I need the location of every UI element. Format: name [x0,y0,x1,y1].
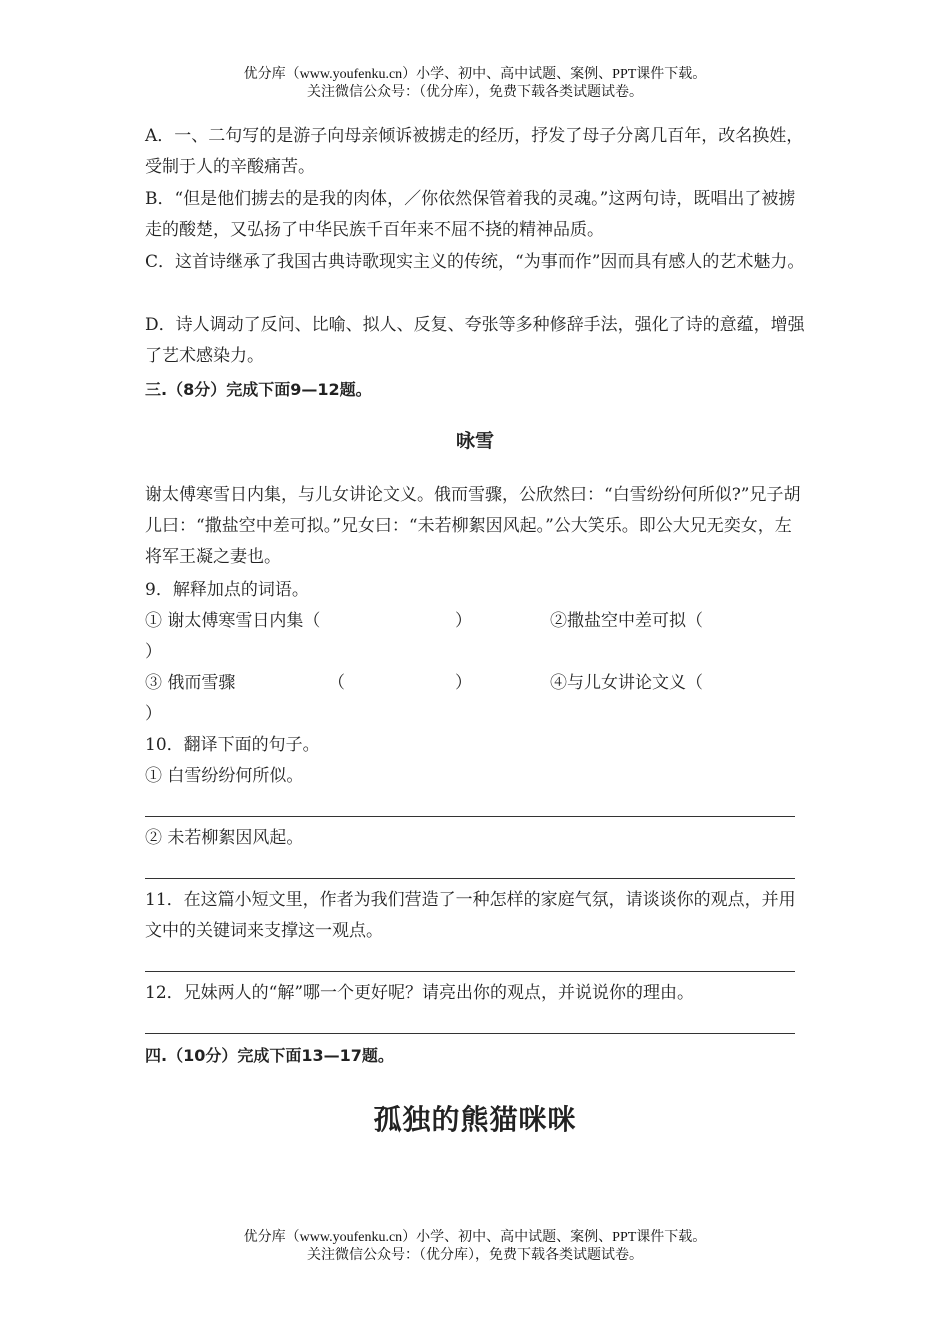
option-b: B．“但是他们掳去的是我的肉体，／你依然保管着我的灵魂。”这两句诗，既唱出了被掳走的酸楚，又弘扬了中华民族千百年来不屈不挠的精神品质。 [145,189,796,240]
q9-item-3: ③ 俄而雪骤 [145,673,236,693]
q9-prompt: 9．解释加点的词语。 [145,580,309,600]
q10-item-2: ② 未若柳絮因风起。 [145,828,304,848]
article-title: 孤独的熊猫咪咪 [373,1103,577,1136]
header-line-2: 关注微信公众号：（优分库），免费下载各类试题试卷。 [307,85,643,100]
header-line-1: 优分库（www.youfenku.cn）小学、初中、高中试题、案例、PPT课件下载。 [243,67,707,82]
q10-prompt: 10．翻译下面的句子。 [145,735,320,755]
footer-line-1: 优分库（www.youfenku.cn）小学、初中、高中试题、案例、PPT课件下载。 [243,1230,707,1245]
passage-text: 谢太傅寒雪日内集，与儿女讲论文义。俄而雪骤，公欣然曰：“白雪纷纷何所似?”兄子胡儿曰：“撒盐空中差可拟。”兄女曰：“未若柳絮因风起。”公大笑乐。即公大兄无奕女，左将军王凝之妻也。 [145,485,801,567]
page-header [0,66,950,102]
option-d: D．诗人调动了反问、比喻、拟人、反复、夸张等多种修辞手法，强化了诗的意蕴，增强了艺术感染力。 [145,315,805,366]
q9-item-3-close: ） [455,673,472,693]
answer-line [145,971,795,972]
answer-line [145,878,795,879]
footer-line-2: 关注微信公众号：（优分库），免费下载各类试题试卷。 [307,1248,643,1263]
section-3-heading: 三.（8分）完成下面9—12题。 [145,380,372,399]
q12-prompt: 12．兄妹两人的“解”哪一个更好呢？请亮出你的观点，并说说你的理由。 [145,983,695,1003]
option-a: A．一、二句写的是游子向母亲倾诉被掳走的经历，抒发了母子分离几百年，改名换姓，受制于人的辛酸痛苦。 [145,126,804,177]
answer-line [145,816,795,817]
q9-item-2-close: ） [145,642,162,662]
q9-item-1: ① 谢太傅寒雪日内集（ [145,611,321,631]
q9-item-2: ②撒盐空中差可拟（ [550,611,703,631]
q9-item-4-close: ） [145,704,162,724]
option-c: C．这首诗继承了我国古典诗歌现实主义的传统，“为事而作”因而具有感人的艺术魅力。 [145,252,805,272]
page-footer [0,1229,950,1265]
q10-item-1: ① 白雪纷纷何所似。 [145,766,304,786]
answer-line [145,1033,795,1034]
q9-item-1-close: ） [455,611,472,631]
poem-title: 咏雪 [455,430,494,452]
q11-prompt: 11．在这篇小短文里，作者为我们营造了一种怎样的家庭气氛，请谈谈你的观点，并用文中的关键词来支撑这一观点。 [145,890,796,941]
section-4-heading: 四.（10分）完成下面13—17题。 [145,1046,394,1065]
q9-item-4: ④与儿女讲论文义（ [550,673,703,693]
q9-item-3-open: （ [328,673,345,693]
